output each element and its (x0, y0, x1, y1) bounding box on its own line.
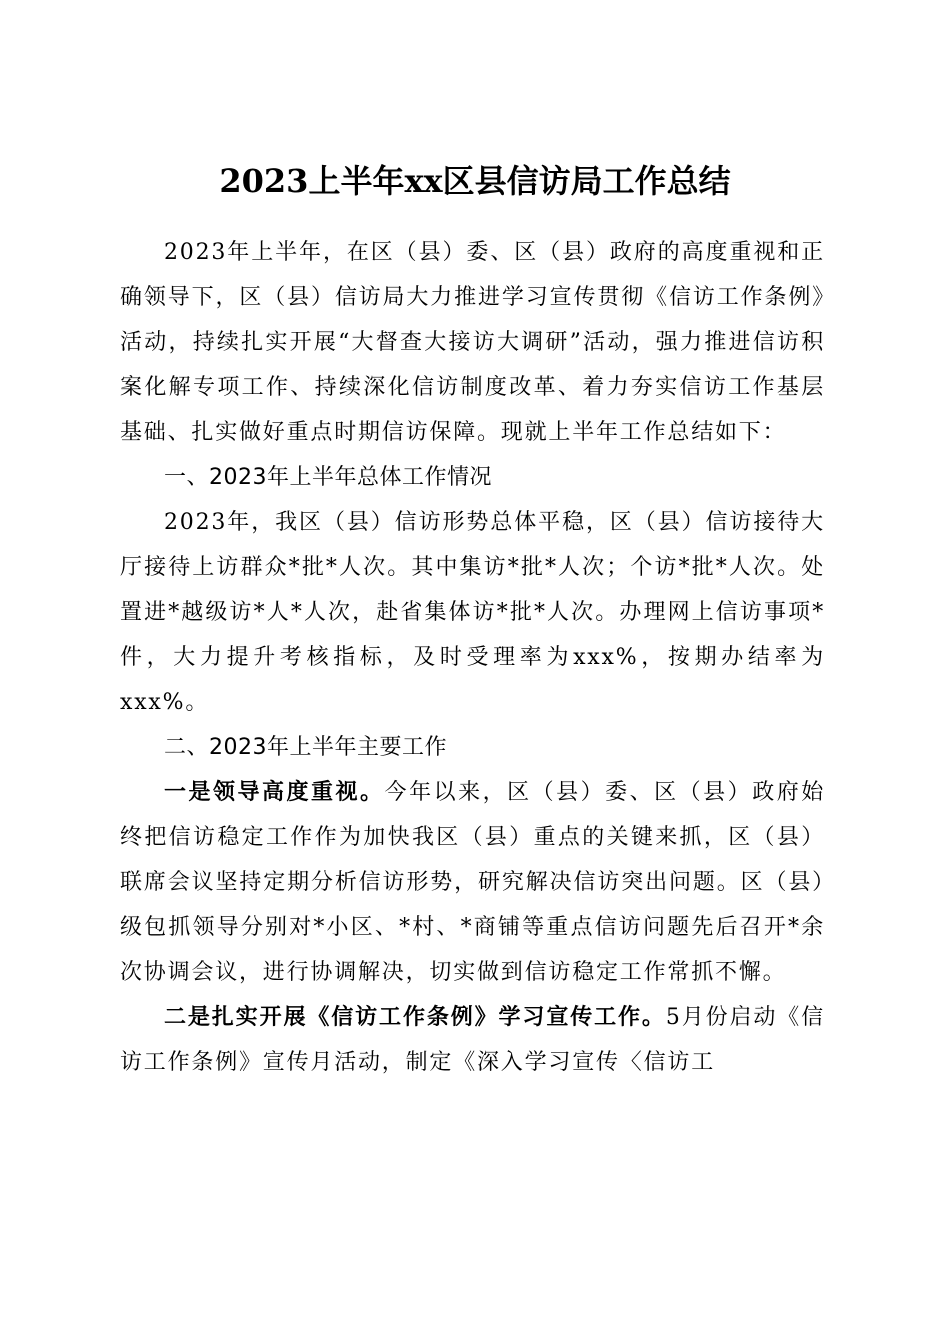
document-title: 2023上半年xx区县信访局工作总结 (219, 162, 731, 201)
section-2-item-2 (120, 995, 825, 1085)
section-1-paragraph: 2023年，我区（县）信访形势总体平稳，区（县）信访接待大厅接待上访群众*批*人次。其中集访*批*人次；个访*批*人次。处置进*越级访*人*人次，赴省集体访*批*人次。办理网上信访事项*件，大力提升考核指标，及时受理率为xxx%，按期办结率为xxx%。 (120, 510, 825, 715)
section-2-heading: 二、2023年上半年主要工作 (164, 735, 447, 760)
section-1-heading: 一、2023年上半年总体工作情况 (164, 465, 492, 490)
section-2-item-1 (120, 770, 825, 995)
intro-paragraph: 2023年上半年，在区（县）委、区（县）政府的高度重视和正确领导下，区（县）信访局大力推进学习宣传贯彻《信访工作条例》活动，持续扎实开展“大督查大接访大调研”活动，强力推进信访积案化解专项工作、持续深化信访制度改革、着力夯实信访工作基层基础、扎实做好重点时期信访保障。现就上半年工作总结如下： (120, 240, 825, 445)
item-1-text: 今年以来，区（县）委、区（县）政府始终把信访稳定工作作为加快我区（县）重点的关键来抓，区（县）联席会议坚持定期分析信访形势，研究解决信访突出问题。区（县）级包抓领导分别对*小区、*村、*商铺等重点信访问题先后召开*余次协调会议，进行协调解决，切实做到信访稳定工作常抓不懈。 (120, 780, 826, 985)
item-2-lead: 二是扎实开展《信访工作条例》学习宣传工作。 (164, 1004, 666, 1030)
document-body (120, 230, 825, 1085)
item-2-text: 5月份启动《信访工作条例》宣传月活动，制定《深入学习宣传〈信访工 (120, 1005, 825, 1075)
item-1-lead: 一是领导高度重视。 (164, 779, 385, 805)
